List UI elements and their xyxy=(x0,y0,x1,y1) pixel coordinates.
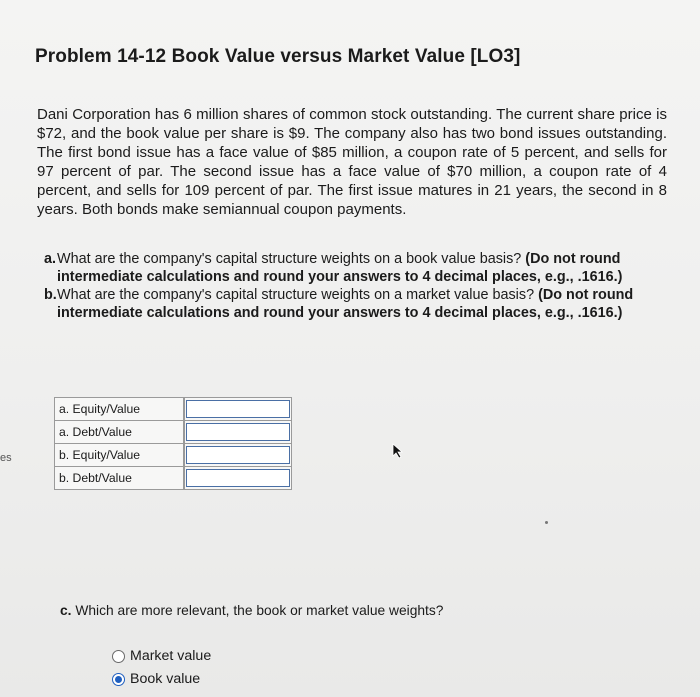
question-letter: b. xyxy=(44,287,57,304)
equity-value-book-input[interactable] xyxy=(186,400,290,418)
equity-value-market-input[interactable] xyxy=(186,446,290,464)
input-cell xyxy=(185,421,292,444)
table-row xyxy=(55,398,292,421)
input-cell xyxy=(185,467,292,490)
input-cell xyxy=(185,444,292,467)
question-c xyxy=(60,603,443,618)
mouse-cursor-icon xyxy=(392,443,406,459)
problem-statement: Dani Corporation has 6 million shares of common stock outstanding. The current share price is $72, and the book value per share is $9. The company also has two bond issues outstanding. The first bond issue has a face value of $85 million, a coupon rate of 5 percent, and sells for 97 percent of par. The second issue has a face value of $70 million, a coupon rate of 4 percent, and sells for 109 percent of par. The first issue matures in 21 years, the second in 8 years. Both bonds make semiannual coupon payments. xyxy=(37,106,667,218)
radio-label[interactable]: Market value xyxy=(130,648,212,664)
question-text xyxy=(57,287,669,322)
question-letter: a. xyxy=(44,251,57,267)
question-a xyxy=(44,251,669,286)
row-label: a. Equity/Value xyxy=(55,398,184,421)
table-row xyxy=(55,444,292,467)
radio-label[interactable]: Book value xyxy=(130,671,201,687)
row-label: a. Debt/Value xyxy=(55,421,184,444)
row-label: b. Equity/Value xyxy=(55,444,184,467)
radio-button-selected[interactable] xyxy=(112,673,125,686)
question-list xyxy=(44,251,669,323)
question-letter: c. xyxy=(60,603,72,618)
question-b xyxy=(44,287,669,322)
radio-option-book-value[interactable] xyxy=(112,671,200,687)
radio-button[interactable] xyxy=(112,650,125,663)
table-row xyxy=(55,421,292,444)
question-instruction: (Do not round intermediate calculations and round your answers to 4 decimal places, e.g., .1616.) xyxy=(57,287,634,321)
row-label: b. Debt/Value xyxy=(55,467,184,490)
side-tab-fragment[interactable]: es xyxy=(0,452,12,464)
question-text xyxy=(57,251,669,286)
question-instruction: (Do not round intermediate calculations and round your answers to 4 decimal places, e.g., .1616.) xyxy=(57,251,623,285)
question-body: Which are more relevant, the book or market value weights? xyxy=(75,603,444,618)
debt-value-book-input[interactable] xyxy=(186,423,290,441)
answer-table xyxy=(54,397,292,490)
stray-dot xyxy=(545,521,548,524)
input-cell xyxy=(185,398,292,421)
question-body: What are the company's capital structure weights on a market value basis? xyxy=(57,287,539,304)
problem-title: Problem 14-12 Book Value versus Market Value [LO3] xyxy=(35,46,521,67)
table-row xyxy=(55,467,292,490)
radio-option-market-value[interactable] xyxy=(112,648,211,664)
debt-value-market-input[interactable] xyxy=(186,469,290,487)
question-body: What are the company's capital structure weights on a book value basis? xyxy=(57,251,526,267)
